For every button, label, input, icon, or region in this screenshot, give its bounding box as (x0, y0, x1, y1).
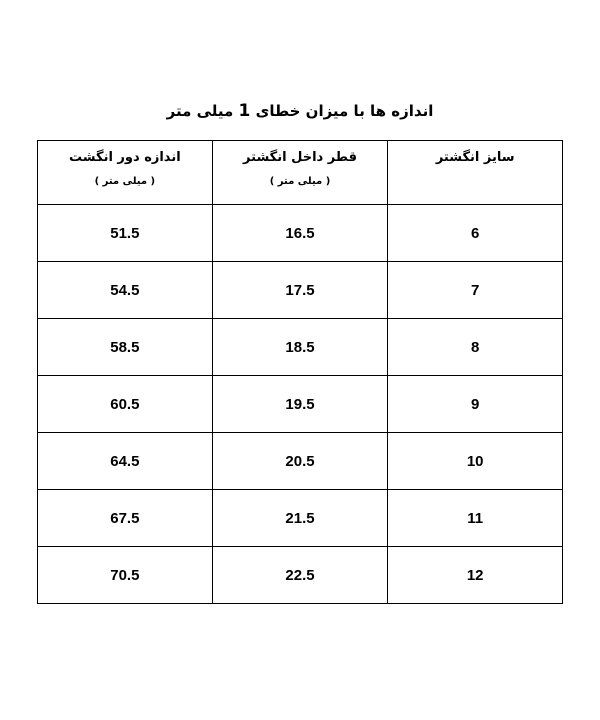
table-body (38, 205, 563, 604)
cell-ring-size: 6 (388, 205, 563, 262)
header-finger-circumference (38, 141, 213, 205)
cell-inner-diameter: 17.5 (212, 262, 388, 319)
header-ring-size (388, 141, 563, 205)
ring-size-table (37, 140, 563, 604)
cell-finger-circumference: 51.5 (38, 205, 213, 262)
header-inner-diameter (212, 141, 388, 205)
cell-inner-diameter: 20.5 (212, 433, 388, 490)
cell-inner-diameter: 18.5 (212, 319, 388, 376)
table-row (38, 490, 563, 547)
cell-finger-circumference: 54.5 (38, 262, 213, 319)
cell-inner-diameter: 22.5 (212, 547, 388, 604)
table-row (38, 547, 563, 604)
cell-ring-size: 10 (388, 433, 563, 490)
table-row (38, 433, 563, 490)
header-finger-circumference-label: اندازه دور انگشت (69, 150, 181, 165)
cell-inner-diameter: 21.5 (212, 490, 388, 547)
table-header-row (38, 141, 563, 205)
table-row (38, 319, 563, 376)
cell-ring-size: 12 (388, 547, 563, 604)
cell-finger-circumference: 64.5 (38, 433, 213, 490)
title-text-start: اندازه ها با میزان خطای (255, 102, 434, 120)
cell-ring-size: 11 (388, 490, 563, 547)
title-text-end: میلی متر (166, 102, 234, 120)
table-row (38, 262, 563, 319)
cell-ring-size: 9 (388, 376, 563, 433)
document-title (0, 101, 600, 121)
header-ring-size-label: سایز انگشتر (435, 150, 515, 165)
cell-ring-size: 7 (388, 262, 563, 319)
table-row (38, 376, 563, 433)
cell-finger-circumference: 67.5 (38, 490, 213, 547)
cell-inner-diameter: 16.5 (212, 205, 388, 262)
cell-finger-circumference: 58.5 (38, 319, 213, 376)
cell-finger-circumference: 70.5 (38, 547, 213, 604)
cell-inner-diameter: 19.5 (212, 376, 388, 433)
header-inner-diameter-label: قطر داخل انگشتر (243, 150, 357, 165)
table-row (38, 205, 563, 262)
cell-finger-circumference: 60.5 (38, 376, 213, 433)
title-number: 1 (238, 101, 251, 121)
header-inner-diameter-unit: ( میلی متر ) (269, 176, 331, 187)
cell-ring-size: 8 (388, 319, 563, 376)
header-finger-circumference-unit: ( میلی متر ) (94, 176, 156, 187)
